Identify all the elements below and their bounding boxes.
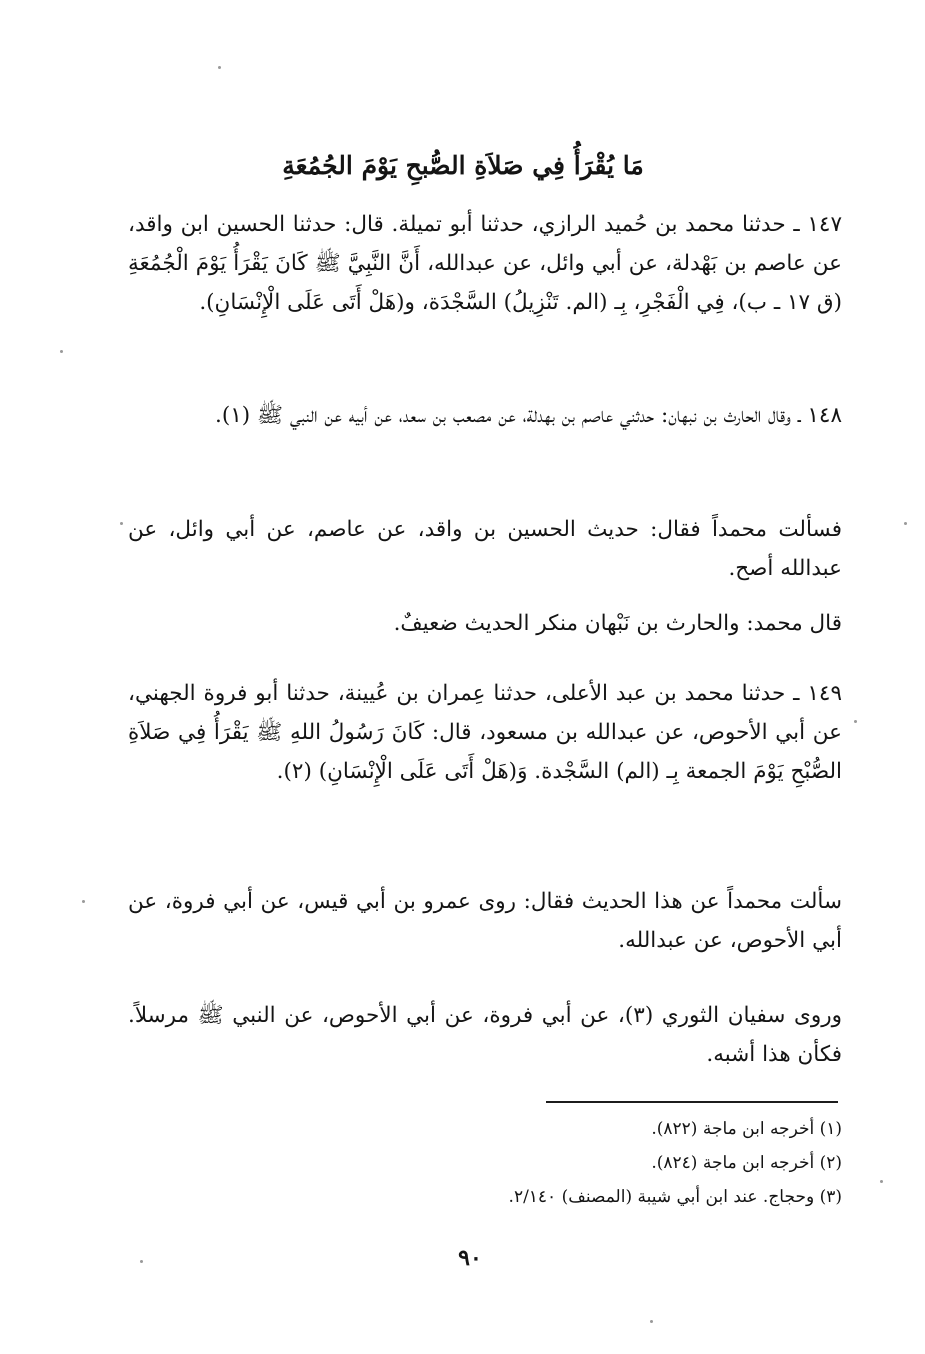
page-number: ٩٠ bbox=[458, 1245, 482, 1271]
scan-speck bbox=[60, 350, 63, 353]
scan-speck bbox=[854, 720, 857, 723]
paragraph-text: ١٤٩ ـ حدثنا محمد بن عبد الأعلى، حدثنا عِمران بن عُيينة، حدثنا أبو فروة الجهني، عن أبي الأحوص، عن عبدالله بن مسعود، قال: كَانَ رَسُولُ اللهِ ﷺ يَقْرَأُ فِي صَلاَةِ الصُّبْحِ يَوْمَ الجمعة بِـ (الم) السَّجْدة. وَ(هَلْ أَتَى عَلَى الْإِنْسَانِ) (٢). bbox=[128, 681, 842, 784]
footnote-2: (٢) أخرجه ابن ماجة (٨٢٤). bbox=[651, 1153, 842, 1173]
scan-speck bbox=[218, 66, 221, 69]
scan-speck bbox=[650, 1320, 653, 1323]
paragraph-149 bbox=[128, 674, 842, 791]
paragraph-text: ١٤٧ ـ حدثنا محمد بن حُميد الرازي، حدثنا أبو تميلة. قال: حدثنا الحسين ابن واقد، عن عاصم بن بَهْدلة، عن أبي وائل، عن عبدالله، أَنَّ النَّبِيَّ ﷺ كَانَ يَقْرَأُ يَوْمَ الْجُمُعَةِ (ق ١٧ ـ ب)، فِي الْفَجْرِ، بِـ (الم. تَنْزِيلُ) السَّجْدَة، و(هَلْ أَتَى عَلَى الْإِنْسَانِ). bbox=[128, 212, 842, 315]
footnotes bbox=[420, 1112, 842, 1214]
footnote-1: (١) أخرجه ابن ماجة (٨٢٢). bbox=[651, 1119, 842, 1139]
paragraph-text: سألت محمداً عن هذا الحديث فقال: روى عمرو بن أبي قيس، عن أبي فروة، عن أبي الأحوص، عن عبدالله. bbox=[128, 889, 842, 953]
section-heading: مَا يُقْرَأُ فِي صَلاَةِ الصُّبحِ يَوْمَ الجُمُعَةِ bbox=[282, 151, 644, 180]
paragraph-question-2 bbox=[128, 882, 842, 960]
footnote-divider bbox=[546, 1101, 838, 1103]
paragraph-text: فسألت محمداً فقال: حديث الحسين بن واقد، عن عاصم، عن أبي وائل، عن عبدالله أصح. bbox=[128, 517, 842, 581]
scan-speck bbox=[880, 1180, 883, 1183]
scan-speck bbox=[904, 522, 907, 525]
paragraph-question-1 bbox=[128, 510, 842, 588]
paragraph-147 bbox=[128, 205, 842, 322]
paragraph-text: وروى سفيان الثوري (٣)، عن أبي فروة، عن أبي الأحوص، عن النبي ﷺ مرسلاً. فكأن هذا أشبه. bbox=[128, 1003, 842, 1067]
paragraph-text: قال محمد: والحارث بن نَبْهان منكر الحديث ضعيفٌ. bbox=[393, 611, 842, 636]
scan-speck bbox=[140, 1260, 143, 1263]
footnote-3: (٣) وحجاج. عند ابن أبي شيبة (المصنف) ٢/١٤٠. bbox=[508, 1187, 842, 1207]
paragraph-muhammad-said bbox=[128, 604, 842, 643]
scan-speck bbox=[120, 522, 123, 525]
paragraph-sufyan bbox=[128, 996, 842, 1074]
paragraph-148 bbox=[128, 396, 842, 435]
scan-speck bbox=[82, 900, 85, 903]
paragraph-text: ١٤٨ ـ وقال الحارث بن نبهان: حدثني عاصم بن بهدلة، عن مصعب بن سعد، عن أبيه عن النبي ﷺ (١). bbox=[215, 403, 842, 428]
